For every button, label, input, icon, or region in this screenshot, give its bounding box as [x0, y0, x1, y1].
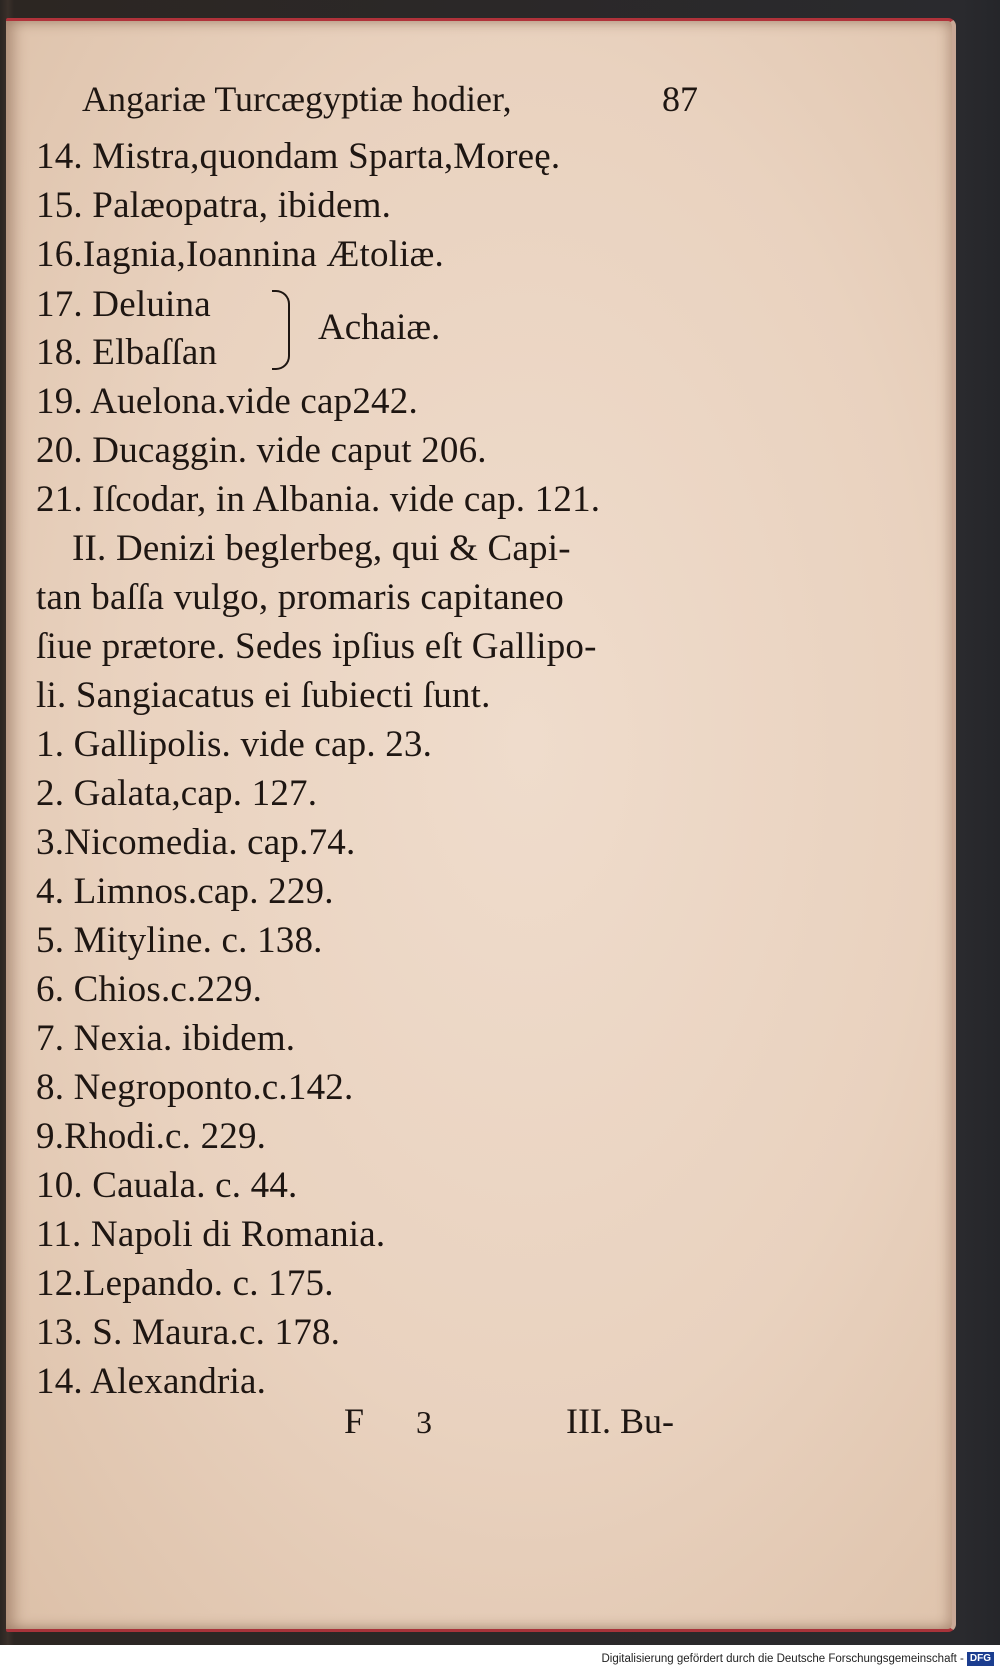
running-header — [82, 74, 698, 122]
footer-text: Digitalisierung gefördert durch die Deutsche Forschungsgemeinschaft - — [601, 1653, 964, 1665]
text-line: 14. Mistra,quondam Sparta,Moreę. — [36, 136, 561, 177]
signature-letter: F — [344, 1401, 365, 1441]
list-item: 1. Gallipolis. vide cap. 23. — [36, 724, 433, 765]
signature-number: 3 — [416, 1404, 432, 1440]
digitization-footer — [601, 1648, 994, 1670]
text-line: 21. Iſcodar, in Albania. vide cap. 121. — [36, 479, 601, 520]
text-line: 20. Ducaggin. vide caput 206. — [36, 430, 487, 471]
list-item: 12.Lepando. c. 175. — [36, 1263, 334, 1304]
list-item: 13. S. Maura.c. 178. — [36, 1312, 341, 1353]
dfg-logo-icon: DFG — [967, 1652, 994, 1666]
list-item: 5. Mityline. c. 138. — [36, 920, 323, 961]
text-line: 15. Palæopatra, ibidem. — [36, 185, 392, 226]
bracket-item: 18. Elbaſſan — [36, 332, 218, 373]
list-item: 14. Alexandria. — [36, 1361, 267, 1402]
list-item: 9.Rhodi.c. 229. — [36, 1116, 267, 1157]
list-item: 3.Nicomedia. cap.74. — [36, 822, 356, 863]
grouping-brace — [272, 290, 290, 370]
bracket-label: Achaiæ. — [318, 307, 441, 348]
text-line: 19. Auelona.vide cap242. — [36, 381, 418, 422]
text-line: ſiue prætore. Sedes ipſius eſt Gallipo- — [36, 626, 597, 667]
list-item: 6. Chios.c.229. — [36, 969, 263, 1010]
list-item: 8. Negroponto.c.142. — [36, 1067, 354, 1108]
list-item: 11. Napoli di Romania. — [36, 1214, 386, 1255]
list-item: 7. Nexia. ibidem. — [36, 1018, 296, 1059]
page-number: 87 — [662, 79, 698, 119]
running-title: Angariæ Turcægyptiæ hodier, — [82, 79, 512, 119]
text-line: li. Sangiacatus ei ſubiecti ſunt. — [36, 675, 491, 716]
list-item: 10. Cauala. c. 44. — [36, 1165, 298, 1206]
text-line: 16.Iagnia,Ioannina Ætoliæ. — [36, 234, 445, 275]
list-item: 4. Limnos.cap. 229. — [36, 871, 334, 912]
text-line: tan baſſa vulgo, promaris capitaneo — [36, 577, 564, 618]
catchword: III. Bu- — [566, 1401, 674, 1441]
paragraph-start: II. Denizi beglerbeg, qui & Capi- — [72, 528, 571, 569]
bracket-item: 17. Deluina — [36, 284, 211, 325]
list-item: 2. Galata,cap. 127. — [36, 773, 318, 814]
